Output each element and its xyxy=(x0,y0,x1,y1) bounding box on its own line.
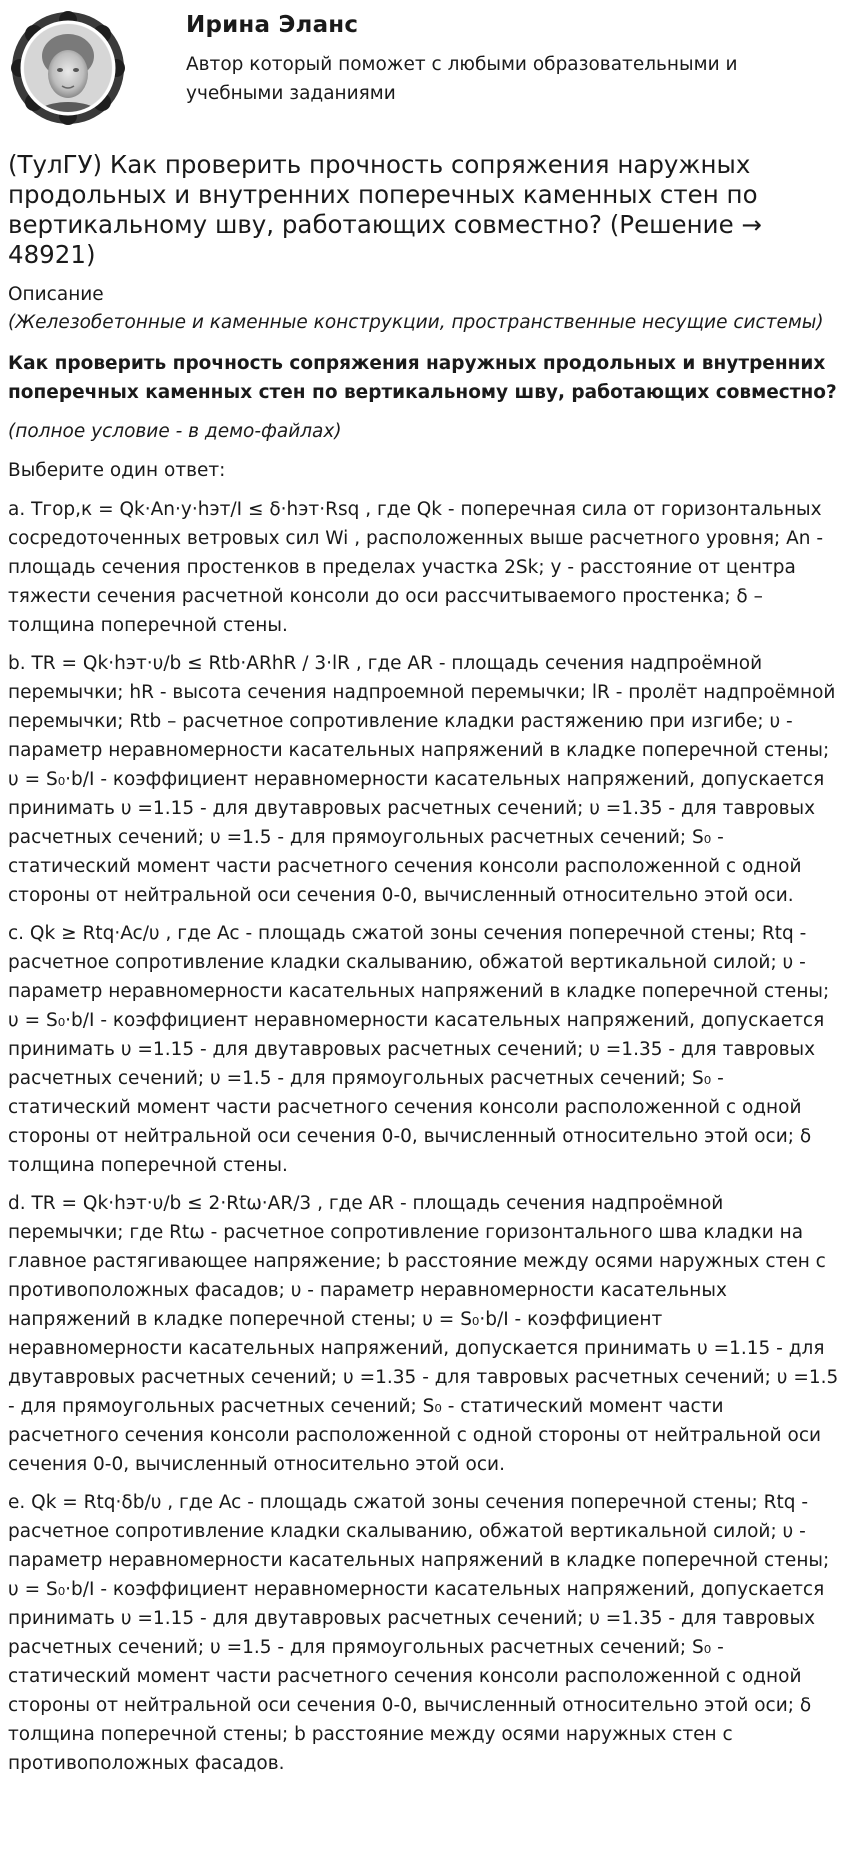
subject-text: (Железобетонные и каменные конструкции, пространственные несущие системы) xyxy=(8,312,824,333)
answer-list xyxy=(8,495,840,1778)
answer-option-b[interactable]: b. TR = Qk·hэт·υ/b ≤ Rtb·ARhR / 3·lR , где AR - площадь сечения надпроёмной перемычки; hR - высота сечения надпроемной перемычки; lR - пролёт надпроёмной перемычки; Rtb – расчетное сопротивление кладки растяжению при изгибе; υ - параметр неравномерности касательных напряжений в кладке поперечной стены; υ = S₀·b/I - коэффициент неравномерности касательных напряжений, допускается принимать υ =1.15 - для двутавровых расчетных сечений; υ =1.35 - для тавровых расчетных сечений; υ =1.5 - для прямоугольных расчетных сечений; S₀ - статический момент части расчетного сечения консоли расположенной с одной стороны от нейтральной оси сечения 0-0, вычисленный относительно этой оси. xyxy=(8,653,836,906)
task-title: (ТулГУ) Как проверить прочность сопряжения наружных продольных и внутренних поперечных каменных стен по вертикальному шву, работающих совместно? (Решение → 48921) xyxy=(8,150,762,269)
author-description: Автор который поможет с любыми образовательными и учебными заданиями xyxy=(186,54,738,104)
question-text: Как проверить прочность сопряжения наружных продольных и внутренних поперечных каменных стен по вертикальному шву, работающих совместно? xyxy=(8,353,837,403)
task-content xyxy=(8,150,840,1787)
avatar-image xyxy=(8,8,128,128)
answer-option-e[interactable]: e. Qk = Rtq·δb/υ , где Ac - площадь сжатой зоны сечения поперечной стены; Rtq - расчетное сопротивление кладки скалыванию, обжатой вертикальной силой; υ - параметр неравномерности касательных напряжений в кладке поперечной стены; υ = S₀·b/I - коэффициент неравномерности касательных напряжений, допускается принимать υ =1.15 - для двутавровых расчетных сечений; υ =1.35 - для тавровых расчетных сечений; υ =1.5 - для прямоугольных расчетных сечений; S₀ - статический момент части расчетного сечения консоли расположенной с одной стороны от нейтральной оси сечения 0-0, вычисленный относительно этой оси; δ толщина поперечной стены; b расстояние между осями наружных стен с противоположных фасадов. xyxy=(8,1492,830,1774)
author-header xyxy=(0,0,847,140)
author-avatar[interactable] xyxy=(8,8,128,128)
answer-option-c[interactable]: c. Qk ≥ Rtq·Ac/υ , где Ac - площадь сжатой зоны сечения поперечной стены; Rtq - расчетное сопротивление кладки скалыванию, обжатой вертикальной силой; υ - параметр неравномерности касательных напряжений в кладке поперечной стены; υ = S₀·b/I - коэффициент неравномерности касательных напряжений, допускается принимать υ =1.15 - для двутавровых расчетных сечений; υ =1.35 - для тавровых расчетных сечений; υ =1.5 - для прямоугольных расчетных сечений; S₀ - статический момент части расчетного сечения консоли расположенной с одной стороны от нейтральной оси сечения 0-0, вычисленный относительно этой оси; δ толщина поперечной стены. xyxy=(8,923,830,1176)
answer-option-d[interactable]: d. TR = Qk·hэт·υ/b ≤ 2·Rtω·AR/3 , где AR - площадь сечения надпроёмной перемычки; где Rtω - расчетное сопротивление горизонтального шва кладки на главное растягивающее напряжение; b расстояние между осями наружных стен с противоположных фасадов; υ - параметр неравномерности касательных напряжений в кладке поперечной стены; υ = S₀·b/I - коэффициент неравномерности касательных напряжений, допускается принимать υ =1.15 - для двутавровых расчетных сечений; υ =1.35 - для тавровых расчетных сечений; υ =1.5 - для прямоугольных расчетных сечений; S₀ - статический момент части расчетного сечения консоли расположенной с одной стороны от нейтральной оси сечения 0-0, вычисленный относительно этой оси. xyxy=(8,1193,839,1475)
author-name[interactable]: Ирина Эланс xyxy=(186,12,359,38)
condition-note: (полное условие - в демо-файлах) xyxy=(8,421,342,442)
description-label: Описание xyxy=(8,284,104,305)
answer-prompt: Выберите один ответ: xyxy=(8,460,226,481)
answer-option-a[interactable]: a. Тгор,к = Qk·An·y·hэт/I ≤ δ·hэт·Rsq , где Qk - поперечная сила от горизонтальных сосредоточенных ветровых сил Wi , расположенных выше расчетного уровня; An - площадь сечения простенков в пределах участка 2Sk; y - расстояние от центра тяжести сечения расчетной консоли до оси рассчитываемого простенка; δ –толщина поперечной стены. xyxy=(8,499,824,636)
